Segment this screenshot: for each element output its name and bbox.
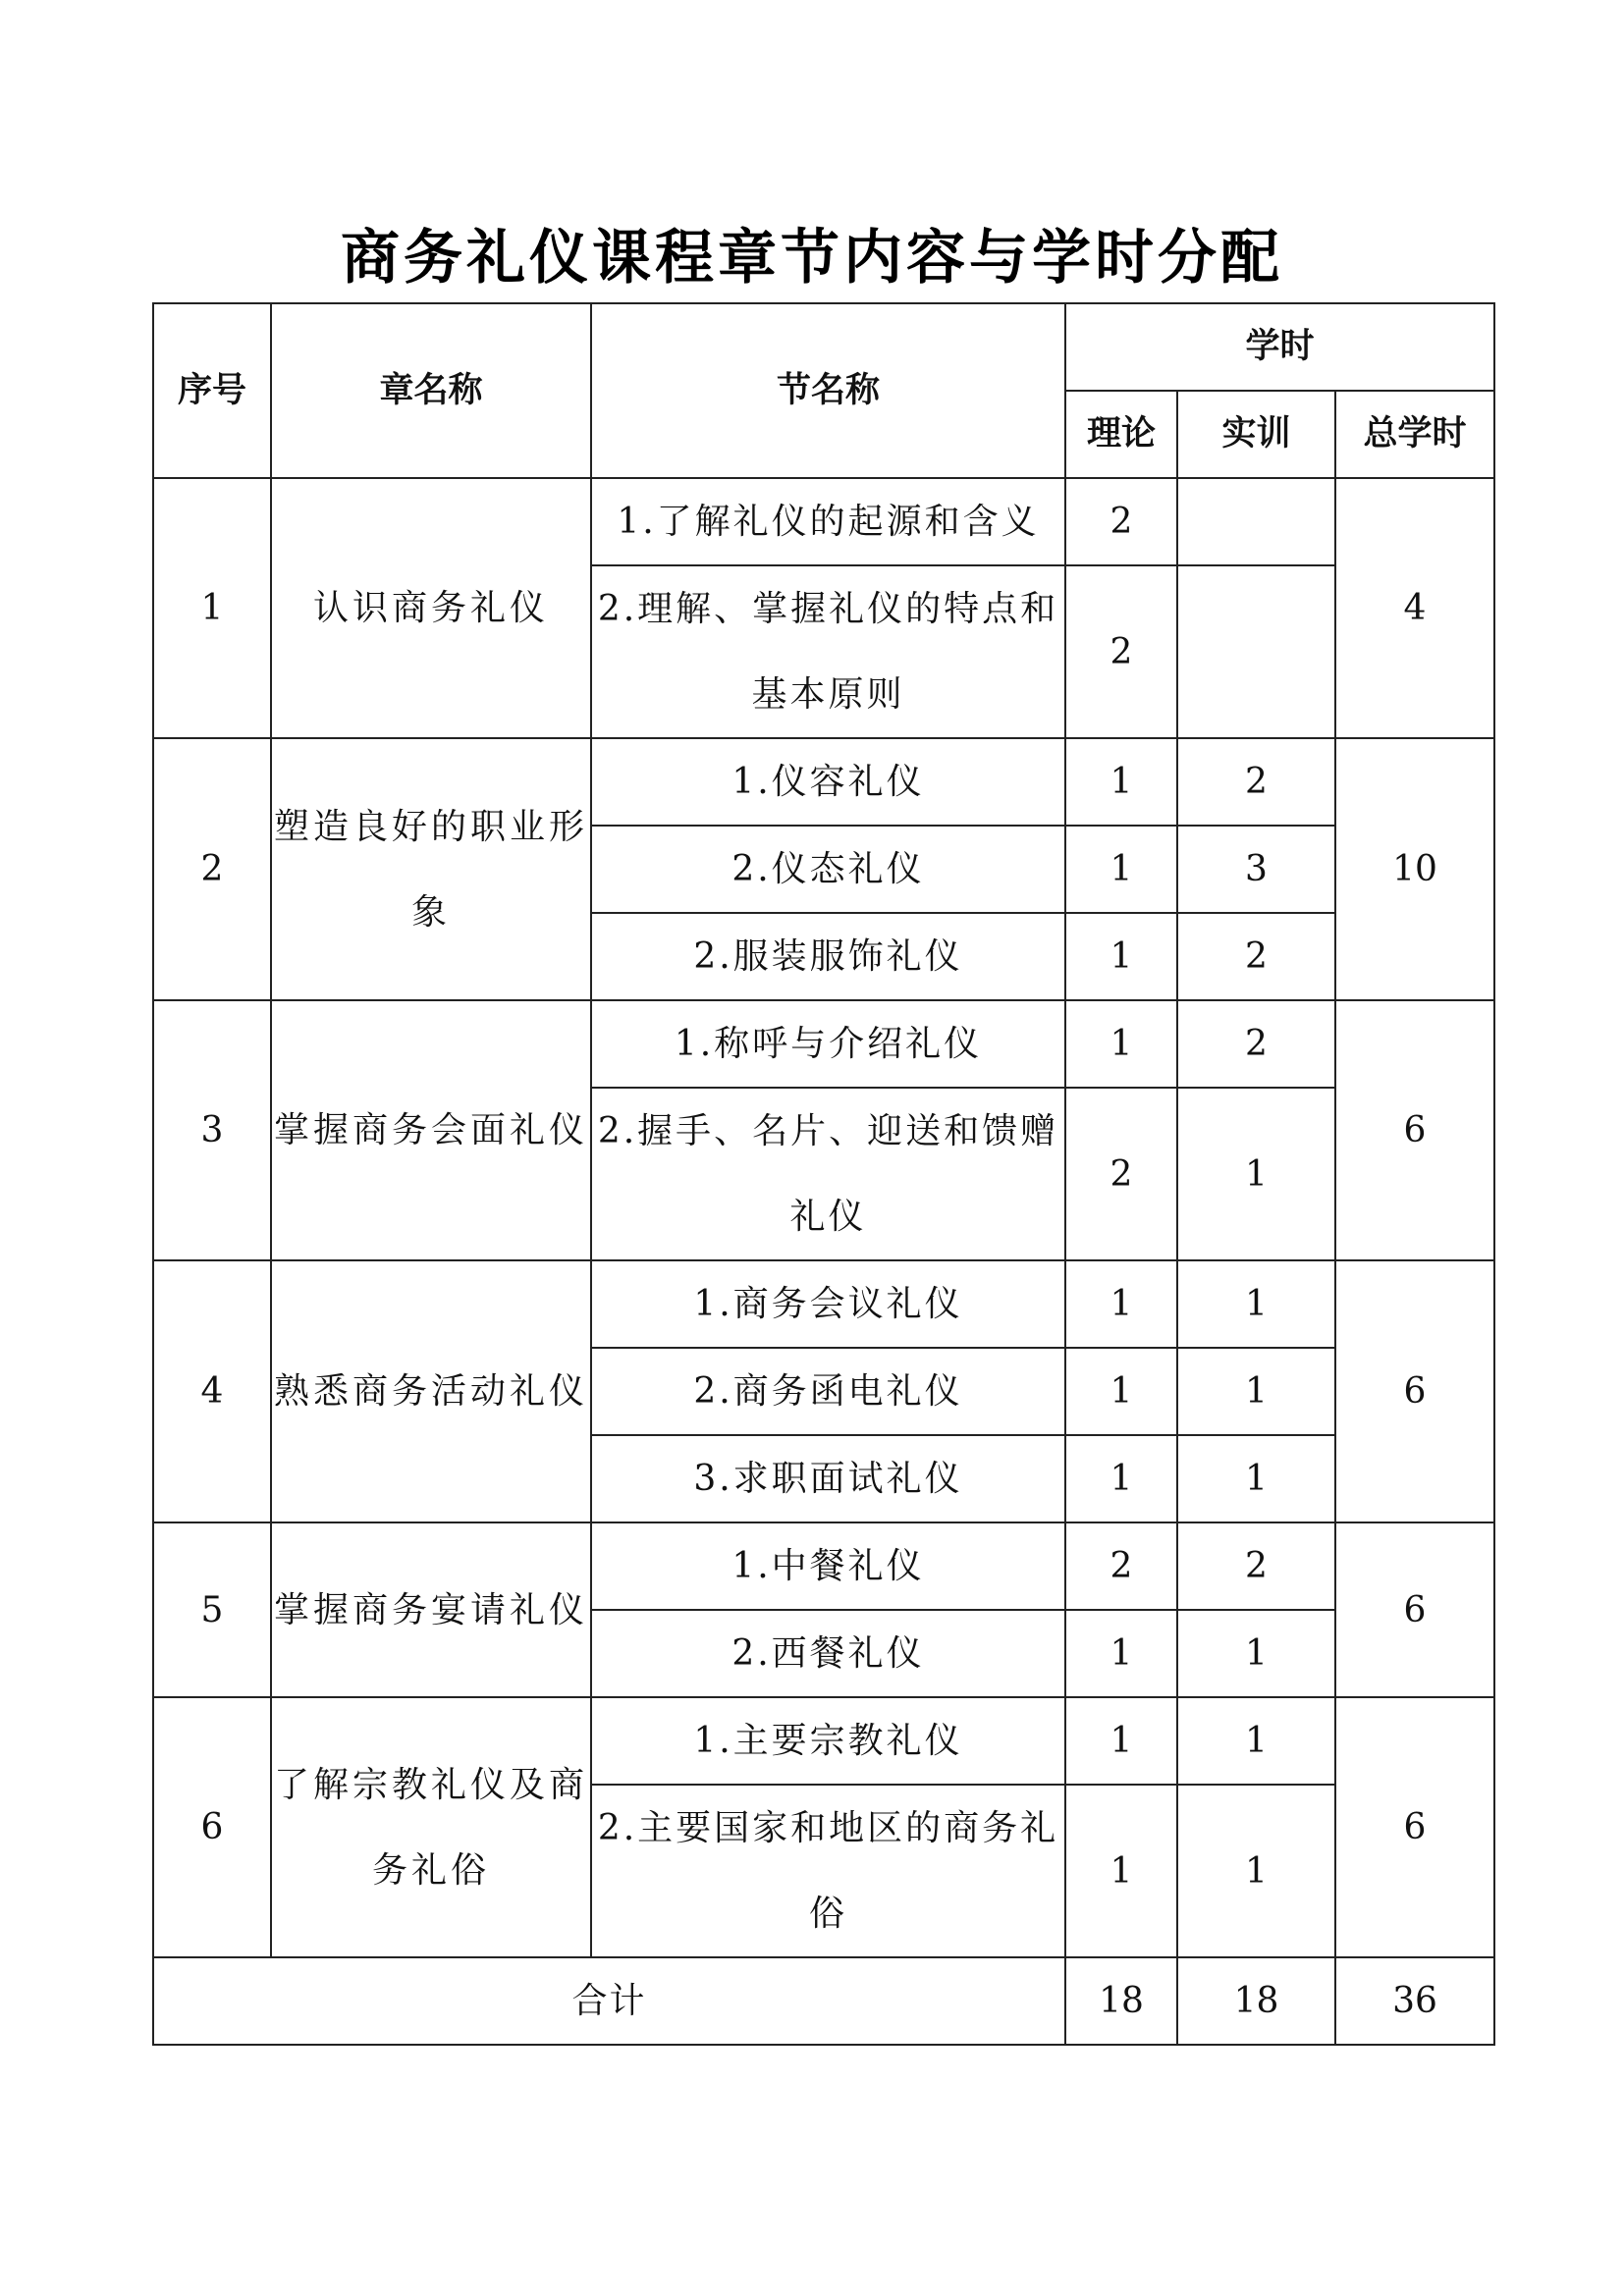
header-total: 总学时 [1335, 391, 1494, 478]
page-title: 商务礼仪课程章节内容与学时分配 [341, 224, 1283, 293]
table-body [153, 478, 1494, 1957]
section-name: 1.商务会议礼仪 [591, 1260, 1065, 1348]
chapter-total-hours: 6 [1335, 1522, 1494, 1697]
section-practice-hours: 1 [1177, 1260, 1335, 1348]
section-name: 2.服装服饰礼仪 [591, 913, 1065, 1000]
chapter-no: 6 [153, 1697, 271, 1957]
section-name: 2.理解、掌握礼仪的特点和基本原则 [591, 565, 1065, 738]
section-theory-hours: 2 [1065, 565, 1177, 738]
section-name: 2.握手、名片、迎送和馈赠礼仪 [591, 1088, 1065, 1260]
summary-row [153, 1957, 1494, 2045]
section-practice-hours: 1 [1177, 1435, 1335, 1522]
chapter-total-hours: 6 [1335, 1260, 1494, 1522]
chapter-total-hours: 10 [1335, 738, 1494, 1000]
section-theory-hours: 1 [1065, 1348, 1177, 1435]
section-name: 2.仪态礼仪 [591, 826, 1065, 913]
section-practice-hours: 1 [1177, 1697, 1335, 1785]
section-theory-hours: 2 [1065, 478, 1177, 565]
header-section: 节名称 [591, 303, 1065, 478]
chapter-total-hours: 6 [1335, 1697, 1494, 1957]
summary-total: 36 [1335, 1957, 1494, 2045]
summary-theory: 18 [1065, 1957, 1177, 2045]
section-theory-hours: 2 [1065, 1522, 1177, 1610]
chapter-name: 掌握商务宴请礼仪 [271, 1522, 591, 1697]
section-practice-hours: 2 [1177, 1522, 1335, 1610]
section-theory-hours: 1 [1065, 913, 1177, 1000]
section-theory-hours: 1 [1065, 1697, 1177, 1785]
section-theory-hours: 1 [1065, 1260, 1177, 1348]
section-practice-hours: 1 [1177, 1088, 1335, 1260]
chapter-no: 4 [153, 1260, 271, 1522]
section-name: 1.中餐礼仪 [591, 1522, 1065, 1610]
chapter-no: 1 [153, 478, 271, 738]
chapter-name: 掌握商务会面礼仪 [271, 1000, 591, 1260]
chapter-name: 塑造良好的职业形象 [271, 738, 591, 1000]
header-no: 序号 [153, 303, 271, 478]
section-name: 2.商务函电礼仪 [591, 1348, 1065, 1435]
chapter-no: 5 [153, 1522, 271, 1697]
table-row [153, 1522, 1494, 1610]
chapter-name: 熟悉商务活动礼仪 [271, 1260, 591, 1522]
section-practice-hours: 1 [1177, 1610, 1335, 1697]
table-row [153, 1000, 1494, 1088]
section-theory-hours: 1 [1065, 738, 1177, 826]
section-theory-hours: 1 [1065, 826, 1177, 913]
section-name: 1.主要宗教礼仪 [591, 1697, 1065, 1785]
chapter-name: 了解宗教礼仪及商务礼俗 [271, 1697, 591, 1957]
summary-practice: 18 [1177, 1957, 1335, 2045]
chapter-no: 3 [153, 1000, 271, 1260]
section-theory-hours: 1 [1065, 1785, 1177, 1957]
chapter-name: 认识商务礼仪 [271, 478, 591, 738]
section-name: 3.求职面试礼仪 [591, 1435, 1065, 1522]
section-theory-hours: 1 [1065, 1000, 1177, 1088]
section-practice-hours [1177, 478, 1335, 565]
section-practice-hours: 2 [1177, 913, 1335, 1000]
table-row [153, 478, 1494, 565]
section-name: 2.西餐礼仪 [591, 1610, 1065, 1697]
chapter-total-hours: 4 [1335, 478, 1494, 738]
header-practice: 实训 [1177, 391, 1335, 478]
table-row [153, 738, 1494, 826]
table-row [153, 1260, 1494, 1348]
section-practice-hours: 3 [1177, 826, 1335, 913]
section-name: 1.仪容礼仪 [591, 738, 1065, 826]
section-name: 1.称呼与介绍礼仪 [591, 1000, 1065, 1088]
section-practice-hours: 1 [1177, 1785, 1335, 1957]
header-theory: 理论 [1065, 391, 1177, 478]
summary-label: 合计 [153, 1957, 1065, 2045]
section-practice-hours: 2 [1177, 1000, 1335, 1088]
section-theory-hours: 2 [1065, 1088, 1177, 1260]
course-hours-table [152, 302, 1495, 2046]
table-row [153, 1697, 1494, 1785]
section-practice-hours [1177, 565, 1335, 738]
chapter-total-hours: 6 [1335, 1000, 1494, 1260]
section-name: 1.了解礼仪的起源和含义 [591, 478, 1065, 565]
chapter-no: 2 [153, 738, 271, 1000]
section-theory-hours: 1 [1065, 1435, 1177, 1522]
section-name: 2.主要国家和地区的商务礼俗 [591, 1785, 1065, 1957]
section-practice-hours: 2 [1177, 738, 1335, 826]
header-chapter: 章名称 [271, 303, 591, 478]
section-theory-hours: 1 [1065, 1610, 1177, 1697]
section-practice-hours: 1 [1177, 1348, 1335, 1435]
header-hours: 学时 [1065, 303, 1494, 391]
